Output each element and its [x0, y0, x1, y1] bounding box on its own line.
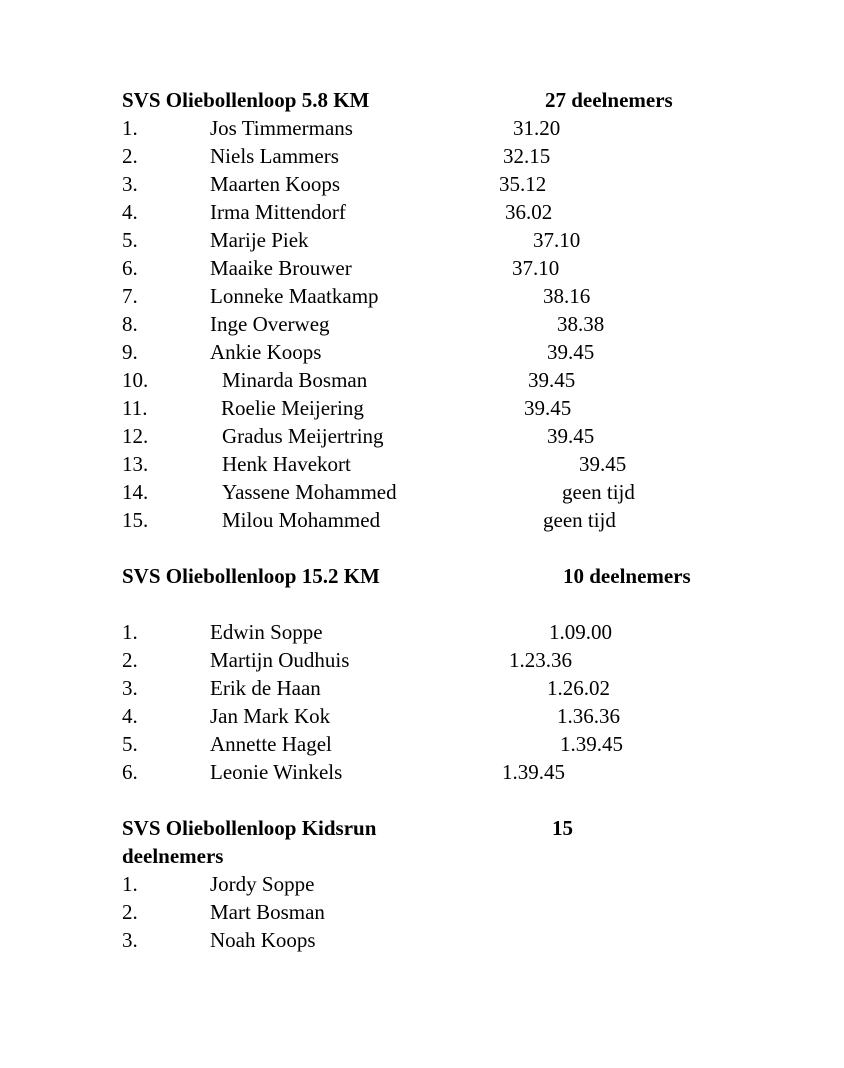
finish-time: 38.38	[557, 312, 605, 336]
runner-name: Maaike Brouwer	[210, 256, 352, 280]
runner-name: Milou Mohammed	[222, 508, 381, 532]
finish-time: 1.36.36	[557, 704, 620, 728]
runner-name: Annette Hagel	[210, 732, 332, 756]
runner-name: Lonneke Maatkamp	[210, 284, 379, 308]
section-title: SVS Oliebollenloop Kidsrun	[122, 816, 377, 840]
finish-time: 32.15	[503, 144, 551, 168]
finish-time: 39.45	[547, 424, 595, 448]
runner-name: Irma Mittendorf	[210, 200, 346, 224]
position: 6.	[122, 256, 138, 280]
runner-name: Jos Timmermans	[210, 116, 353, 140]
runner-name: Gradus Meijertring	[222, 424, 384, 448]
position: 10.	[122, 368, 149, 392]
finish-time: 39.45	[528, 368, 576, 392]
position: 6.	[122, 760, 138, 784]
runner-name: Noah Koops	[210, 928, 316, 952]
position: 3.	[122, 172, 138, 196]
position: 8.	[122, 312, 138, 336]
runner-name: Yassene Mohammed	[222, 480, 397, 504]
section-title: SVS Oliebollenloop 15.2 KM	[122, 564, 380, 588]
runner-name: Henk Havekort	[222, 452, 351, 476]
participant-count: 27 deelnemers	[545, 88, 673, 112]
runner-name: Erik de Haan	[210, 676, 321, 700]
finish-time: 1.39.45	[502, 760, 565, 784]
position: 5.	[122, 732, 138, 756]
runner-name: Roelie Meijering	[221, 396, 364, 420]
position: 3.	[122, 676, 138, 700]
finish-time: geen tijd	[562, 480, 635, 504]
participant-word: deelnemers	[122, 844, 224, 868]
finish-time: 1.09.00	[549, 620, 612, 644]
position: 2.	[122, 648, 138, 672]
participant-count: 15	[552, 816, 573, 840]
section-title: SVS Oliebollenloop 5.8 KM	[122, 88, 370, 112]
position: 9.	[122, 340, 138, 364]
runner-name: Leonie Winkels	[210, 760, 343, 784]
position: 13.	[122, 452, 149, 476]
position: 2.	[122, 900, 138, 924]
position: 12.	[122, 424, 149, 448]
finish-time: 39.45	[579, 452, 627, 476]
runner-name: Jordy Soppe	[210, 872, 315, 896]
finish-time: 1.23.36	[509, 648, 572, 672]
finish-time: 35.12	[499, 172, 547, 196]
finish-time: 39.45	[547, 340, 595, 364]
runner-name: Ankie Koops	[210, 340, 322, 364]
position: 1.	[122, 116, 138, 140]
position: 3.	[122, 928, 138, 952]
runner-name: Edwin Soppe	[210, 620, 323, 644]
position: 15.	[122, 508, 149, 532]
finish-time: 1.39.45	[560, 732, 623, 756]
finish-time: 36.02	[505, 200, 553, 224]
runner-name: Mart Bosman	[210, 900, 325, 924]
runner-name: Marije Piek	[210, 228, 309, 252]
runner-name: Jan Mark Kok	[210, 704, 331, 728]
position: 1.	[122, 620, 138, 644]
position: 5.	[122, 228, 138, 252]
position: 4.	[122, 704, 138, 728]
finish-time: 37.10	[512, 256, 560, 280]
position: 11.	[122, 396, 148, 420]
participant-count: 10 deelnemers	[563, 564, 691, 588]
runner-name: Minarda Bosman	[222, 368, 368, 392]
runner-name: Maarten Koops	[210, 172, 341, 196]
runner-name: Inge Overweg	[210, 312, 330, 336]
finish-time: 39.45	[524, 396, 572, 420]
finish-time: 38.16	[543, 284, 591, 308]
position: 14.	[122, 480, 149, 504]
runner-name: Martijn Oudhuis	[210, 648, 350, 672]
position: 1.	[122, 872, 138, 896]
finish-time: 31.20	[513, 116, 561, 140]
finish-time: geen tijd	[543, 508, 616, 532]
position: 7.	[122, 284, 138, 308]
position: 4.	[122, 200, 138, 224]
position: 2.	[122, 144, 138, 168]
runner-name: Niels Lammers	[210, 144, 339, 168]
finish-time: 37.10	[533, 228, 581, 252]
finish-time: 1.26.02	[547, 676, 610, 700]
